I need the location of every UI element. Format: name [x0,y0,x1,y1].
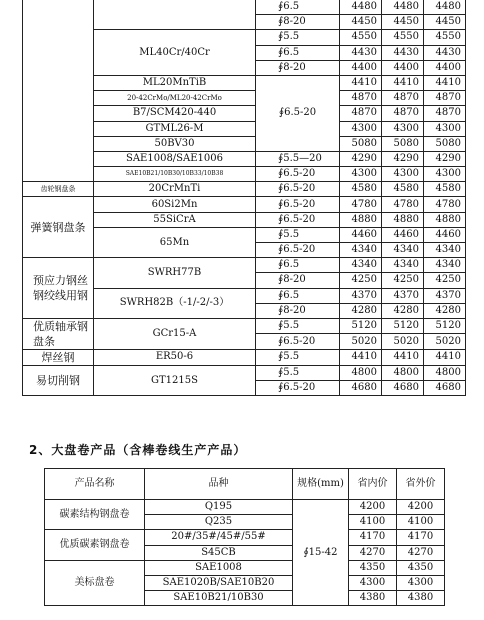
price-cell: 4450 [382,15,424,30]
category-cell: 易切削钢 [23,365,94,395]
section-heading: 2、大盘卷产品（含棒卷线生产产品） [29,443,247,457]
spec-cell: ∮5.5 [256,349,340,365]
price-cell: 4880 [382,212,424,227]
price-cell: 4100 [397,515,445,530]
column-header: 品种 [145,469,293,500]
price-cell: 4780 [340,197,382,212]
price-cell: 4350 [397,560,445,575]
price-cell: 4100 [349,515,397,530]
grade-cell: 65Mn [94,227,256,257]
grade-cell: SAE1008 [145,560,293,575]
spec-cell: ∮6.5-20 [256,167,340,182]
grade-cell: 55SiCrA [94,212,256,227]
price-cell: 4400 [340,60,382,75]
grade-cell: SWRH77B [94,258,256,288]
price-cell: 4460 [340,227,382,242]
spec-cell: ∮5.5 [256,318,340,334]
price-cell: 4870 [382,91,424,106]
spec-cell: ∮5.5 [256,227,340,242]
price-cell: 4380 [397,591,445,606]
price-cell: 4270 [349,545,397,560]
price-cell: 5020 [340,334,382,350]
price-cell: 4290 [424,151,466,166]
grade-cell: GCr15-A [94,318,256,349]
price-cell: 4430 [382,45,424,60]
price-cell: 4280 [382,303,424,318]
price-table-wire-rod [22,0,466,396]
price-cell: 4400 [382,60,424,75]
table-row [23,365,466,380]
price-cell: 4300 [382,121,424,136]
grade-cell: 50BV30 [94,136,256,151]
price-cell: 4340 [382,258,424,273]
spec-cell: ∮6.5-20 [256,381,340,396]
grade-cell-empty [94,0,256,30]
category-cell: 焊丝钢 [23,349,94,365]
grade-cell: SWRH82B（-1/-2/-3） [94,288,256,318]
grade-cell: GTML26-M [94,121,256,136]
price-cell: 4800 [382,365,424,380]
price-cell: 4340 [340,258,382,273]
spec-cell: ∮6.5-20 [256,243,340,258]
price-cell: 5120 [340,318,382,334]
price-cell: 4200 [397,500,445,515]
price-cell: 4460 [382,227,424,242]
spec-cell: ∮6.5 [256,258,340,273]
price-cell: 4550 [382,30,424,45]
price-cell: 4680 [382,381,424,396]
grade-cell: ML20MnTiB [94,75,256,90]
price-cell: 4370 [424,288,466,303]
price-cell: 4340 [424,258,466,273]
price-cell: 4550 [340,30,382,45]
price-cell: 4380 [349,591,397,606]
column-header: 产品名称 [45,469,145,500]
price-cell: 4450 [424,15,466,30]
price-cell: 4170 [397,530,445,545]
category-cell: 预应力钢丝钢绞线用钢 [23,258,94,319]
spec-cell: ∮6.5-20 [256,197,340,212]
grade-cell: ER50-6 [94,349,256,365]
price-cell: 4370 [340,288,382,303]
spec-cell: ∮6.5-20 [256,212,340,227]
price-cell: 4300 [349,575,397,590]
price-cell: 4290 [382,151,424,166]
table-row [45,530,445,545]
grade-cell: B7/SCM420-440 [94,106,256,121]
category-cell: 碳素结构钢盘卷 [45,500,145,530]
grade-cell: GT1215S [94,365,256,395]
price-cell: 4680 [424,381,466,396]
price-cell: 4300 [340,121,382,136]
price-cell: 4410 [382,75,424,90]
price-cell: 4300 [424,167,466,182]
price-cell: 4870 [424,91,466,106]
price-cell: 4410 [340,349,382,365]
category-cell: 弹簧钢盘条 [23,197,94,258]
price-cell: 4430 [340,45,382,60]
price-cell: 4460 [424,227,466,242]
price-cell: 4870 [424,106,466,121]
column-header: 省内价 [349,469,397,500]
price-cell: 4410 [382,349,424,365]
price-cell: 5120 [424,318,466,334]
table-row [45,560,445,575]
price-cell: 4300 [424,121,466,136]
grade-cell: 20-42CrMo/ML20-42CrMo [94,91,256,106]
category-cell: 美标盘卷 [45,560,145,606]
price-cell: 5080 [424,136,466,151]
category-cell: 优质碳素钢盘卷 [45,530,145,560]
category-cell: 优质轴承钢盘条 [23,318,94,349]
table-header-row [45,469,445,500]
spec-cell-merged: ∮6.5-20 [256,75,340,151]
table-row [23,318,466,334]
price-cell: 4580 [382,182,424,197]
price-cell: 4480 [340,0,382,15]
price-cell: 5080 [340,136,382,151]
spec-cell: ∮6.5 [256,288,340,303]
spec-cell: ∮5.5—20 [256,151,340,166]
grade-cell: S45CB [145,545,293,560]
grade-cell: Q195 [145,500,293,515]
price-cell: 4550 [424,30,466,45]
grade-cell: ML40Cr/40Cr [94,30,256,76]
spec-cell-merged: ∮15-42 [293,500,349,606]
price-cell: 4580 [340,182,382,197]
spec-cell: ∮8-20 [256,15,340,30]
grade-cell: SAE10B21/10B30 [145,591,293,606]
price-cell: 4430 [424,45,466,60]
column-header: 省外价 [397,469,445,500]
price-cell: 4280 [340,303,382,318]
price-cell: 4300 [340,167,382,182]
table-row [23,182,466,197]
spec-cell: ∮8-20 [256,303,340,318]
price-cell: 4250 [382,273,424,288]
price-cell: 4480 [382,0,424,15]
price-cell: 4450 [340,15,382,30]
price-cell: 4340 [340,243,382,258]
price-cell: 4680 [340,381,382,396]
price-cell: 4350 [349,560,397,575]
price-cell: 4410 [340,75,382,90]
price-cell: 4340 [424,243,466,258]
price-cell: 4870 [382,106,424,121]
price-cell: 4300 [397,575,445,590]
grade-cell: 20CrMnTi [94,182,256,197]
price-cell: 4340 [382,243,424,258]
price-cell: 4480 [424,0,466,15]
price-cell: 4870 [340,106,382,121]
price-cell: 4780 [382,197,424,212]
price-cell: 4200 [349,500,397,515]
spec-cell: ∮6.5-20 [256,182,340,197]
spec-cell: ∮8-20 [256,60,340,75]
price-cell: 4410 [424,349,466,365]
spec-cell: ∮5.5 [256,30,340,45]
spec-cell: ∮6.5-20 [256,334,340,350]
category-cell: 齿轮钢盘条 [23,182,94,197]
price-cell: 4270 [397,545,445,560]
price-cell: 4170 [349,530,397,545]
price-cell: 4880 [340,212,382,227]
price-cell: 5020 [382,334,424,350]
price-cell: 5080 [382,136,424,151]
spec-cell: ∮5.5 [256,365,340,380]
price-cell: 4800 [424,365,466,380]
price-cell: 5120 [382,318,424,334]
grade-cell: SAE10B21/10B30/10B33/10B38 [94,167,256,182]
price-cell: 4410 [424,75,466,90]
grade-cell: SAE1008/SAE1006 [94,151,256,166]
price-cell: 4250 [340,273,382,288]
price-cell: 4400 [424,60,466,75]
price-cell: 4780 [424,197,466,212]
category-cell-empty [23,0,94,182]
price-cell: 4280 [424,303,466,318]
price-cell: 4870 [340,91,382,106]
grade-cell: 60Si2Mn [94,197,256,212]
grade-cell: SAE1020B/SAE10B20 [145,575,293,590]
price-cell: 4880 [424,212,466,227]
price-cell: 4800 [340,365,382,380]
table-row [23,197,466,212]
price-cell: 4300 [382,167,424,182]
table-row [23,349,466,365]
table-row [45,500,445,515]
spec-cell: ∮6.5 [256,45,340,60]
grade-cell: Q235 [145,515,293,530]
price-table-large-coil [44,468,445,606]
column-header: 规格(mm) [293,469,349,500]
grade-cell: 20#/35#/45#/55# [145,530,293,545]
price-cell: 4370 [382,288,424,303]
price-cell: 5020 [424,334,466,350]
spec-cell: ∮6.5 [256,0,340,15]
table-row [23,258,466,273]
price-cell: 4250 [424,273,466,288]
spec-cell: ∮8-20 [256,273,340,288]
table-row [23,0,466,15]
price-cell: 4290 [340,151,382,166]
price-cell: 4580 [424,182,466,197]
